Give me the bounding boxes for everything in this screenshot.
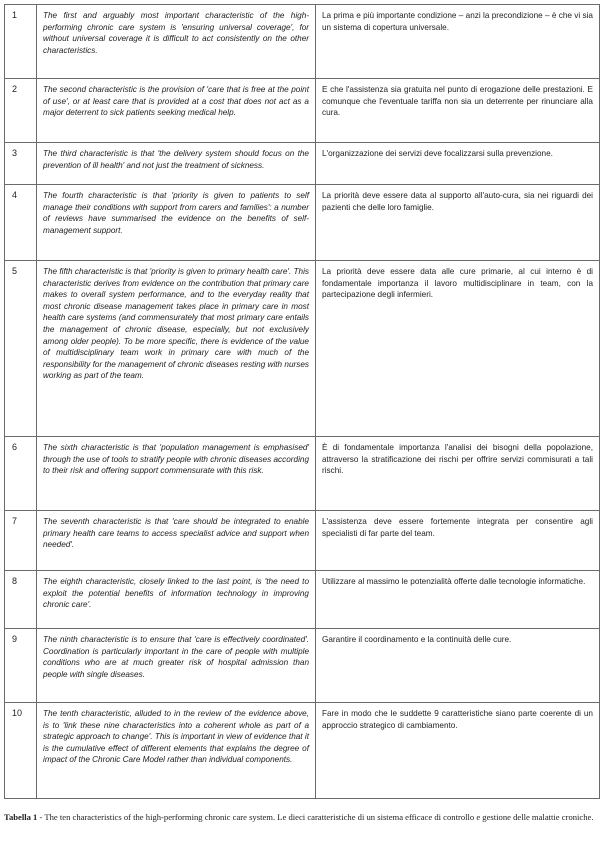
table-caption xyxy=(4,812,598,823)
row-number: 6 xyxy=(5,437,37,511)
table-row xyxy=(5,437,600,511)
english-text: The seventh characteristic is that 'care should be integrated to enable primary health care teams to access specialist advice and support when needed'. xyxy=(37,511,316,571)
table-row xyxy=(5,5,600,79)
table-row xyxy=(5,703,600,799)
row-number: 10 xyxy=(5,703,37,799)
italian-text: Garantire il coordinamento e la continuità delle cure. xyxy=(316,629,600,703)
row-number: 9 xyxy=(5,629,37,703)
row-number: 8 xyxy=(5,571,37,629)
english-text: The sixth characteristic is that 'population management is emphasised' through the use of tools to stratify people with chronic diseases according to their risk and offering support commensurate with this risk. xyxy=(37,437,316,511)
english-text: The tenth characteristic, alluded to in the review of the evidence above, is to 'link these nine characteristics into a coherent whole as part of a strategic approach to change'. This is important in view of evidence that it is the cumulative effect of different elements that explains the degree of impact of the Chronic Care Model rather than individual components. xyxy=(37,703,316,799)
english-text: The fourth characteristic is that 'priority is given to patients to self manage their conditions with support from carers and families': a number of reviews have summarised the evidence on the benefits of self-management support. xyxy=(37,185,316,261)
english-text: The first and arguably most important characteristic of the high-performing chronic care system is 'ensuring universal coverage', for without universal coverage it is difficult to act consistently on the other characteristics. xyxy=(37,5,316,79)
english-text: The third characteristic is that 'the delivery system should focus on the prevention of ill health' and not just the treatment of sickness. xyxy=(37,143,316,185)
italian-text: L'organizzazione dei servizi deve focalizzarsi sulla prevenzione. xyxy=(316,143,600,185)
italian-text: È di fondamentale importanza l'analisi dei bisogni della popolazione, attraverso la stratificazione dei rischi per offrire servizi commisurati a tali rischi. xyxy=(316,437,600,511)
caption-text: - The ten characteristics of the high-performing chronic care system. Le dieci caratteristiche di un sistema efficace di controllo e gestione delle malattie croniche. xyxy=(37,812,594,822)
row-number: 4 xyxy=(5,185,37,261)
row-number: 3 xyxy=(5,143,37,185)
characteristics-table xyxy=(4,4,600,799)
caption-label: Tabella 1 xyxy=(4,812,38,822)
table-row xyxy=(5,261,600,437)
italian-text: E che l'assistenza sia gratuita nel punto di erogazione delle prestazioni. E comunque che l'eventuale tariffa non sia un deterrente per rinunciare alla cura. xyxy=(316,79,600,143)
row-number: 5 xyxy=(5,261,37,437)
table-row xyxy=(5,79,600,143)
english-text: The eighth characteristic, closely linked to the last point, is 'the need to exploit the potential benefits of information technology in improving chronic care'. xyxy=(37,571,316,629)
english-text: The ninth characteristic is to ensure that 'care is effectively coordinated'. Coordination is particularly important in the care of people with multiple conditions who are at much greater risk of hospital admission than people with single diseases. xyxy=(37,629,316,703)
table-row xyxy=(5,143,600,185)
row-number: 2 xyxy=(5,79,37,143)
italian-text: Utilizzare al massimo le potenzialità offerte dalle tecnologie informatiche. xyxy=(316,571,600,629)
row-number: 7 xyxy=(5,511,37,571)
italian-text: La priorità deve essere data al supporto all'auto-cura, sia nei riguardi dei pazienti che delle loro famiglie. xyxy=(316,185,600,261)
row-number: 1 xyxy=(5,5,37,79)
italian-text: L'assistenza deve essere fortemente integrata per consentire agli specialisti di far parte del team. xyxy=(316,511,600,571)
table-row xyxy=(5,629,600,703)
italian-text: Fare in modo che le suddette 9 caratteristiche siano parte coerente di un approccio strategico di cambiamento. xyxy=(316,703,600,799)
italian-text: La priorità deve essere data alle cure primarie, al cui interno è di fondamentale importanza il lavoro multidisciplinare in team, con la partecipazione degli infermieri. xyxy=(316,261,600,437)
table-row xyxy=(5,571,600,629)
italian-text: La prima e più importante condizione – anzi la precondizione – è che vi sia un sistema di copertura universale. xyxy=(316,5,600,79)
table-row xyxy=(5,511,600,571)
table-row xyxy=(5,185,600,261)
english-text: The fifth characteristic is that 'priority is given to primary health care'. This characteristic derives from evidence on the contribution that primary care makes to overall system performance, and to the everyday reality that most chronic disease management takes place in primary care in most health care systems (and commensurately that most primary care entails the management of chronic disease, especially, but not exclusively among older people). To be more specific, there is evidence of the value of multidisciplinary team work in primary care with much of the responsibility for the management of chronic diseases resting with nurses working as part of the team. xyxy=(37,261,316,437)
english-text: The second characteristic is the provision of 'care that is free at the point of use', or at least care that is provided at a cost that does not act as a major deterrent to sick patients seeking medical help. xyxy=(37,79,316,143)
